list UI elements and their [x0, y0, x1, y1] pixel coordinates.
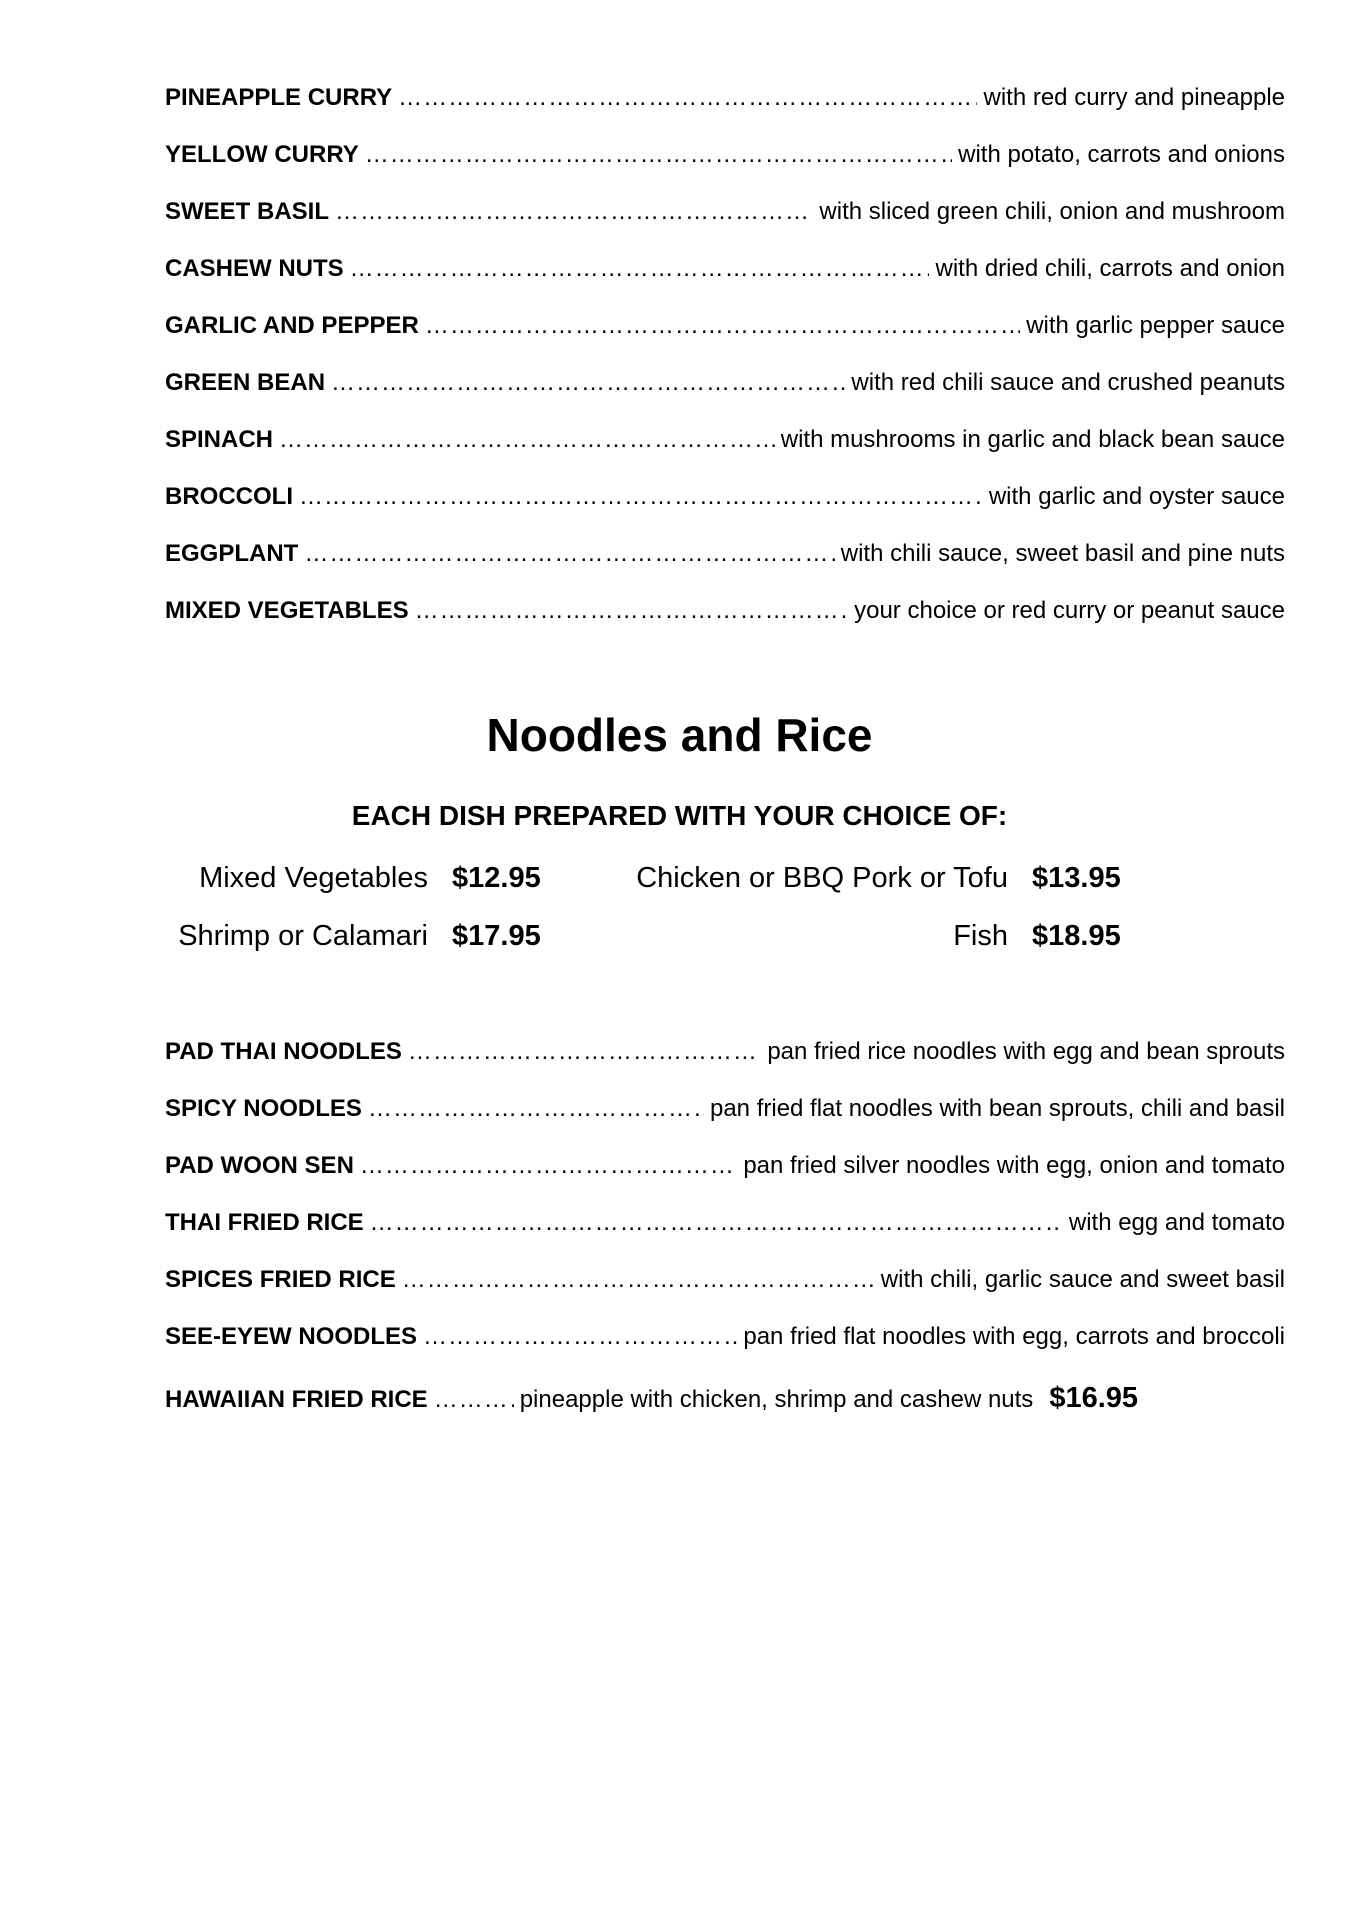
item-description: pan fried rice noodles with egg and bean sprouts [767, 1038, 1285, 1065]
menu-item [165, 1323, 1285, 1359]
dot-leader [368, 1095, 704, 1123]
item-name: GREEN BEAN [165, 369, 326, 396]
item-name: SPICY NOODLES [165, 1095, 362, 1122]
item-description: with red chili sauce and crushed peanuts [851, 369, 1285, 396]
item-description: with mushrooms in garlic and black bean sauce [780, 426, 1285, 453]
menu-item [165, 84, 1285, 120]
item-name: SPINACH [165, 426, 274, 453]
dot-leader [304, 540, 834, 568]
dot-leader [279, 426, 775, 454]
menu-item [165, 1209, 1285, 1245]
choice-option [600, 862, 1121, 902]
dot-leader [408, 1038, 761, 1066]
item-name: PINEAPPLE CURRY [165, 84, 393, 111]
choice-label: Mixed Vegetables [199, 862, 428, 894]
item-description: pan fried silver noodles with egg, onion and tomato [743, 1152, 1285, 1179]
special-menu-item [165, 1382, 1165, 1418]
choice-option [600, 920, 1121, 960]
choice-option [150, 920, 541, 960]
dot-leader [370, 1209, 1063, 1237]
item-description: your choice or red curry or peanut sauce [854, 597, 1285, 624]
item-description: with sliced green chili, onion and mushroom [819, 198, 1285, 225]
menu-item [165, 1095, 1285, 1131]
choice-price: $17.95 [452, 920, 541, 952]
dot-leader [331, 369, 845, 397]
item-description: with garlic and oyster sauce [988, 483, 1285, 510]
menu-item [165, 597, 1285, 633]
choice-label: Shrimp or Calamari [178, 920, 428, 952]
item-name: MIXED VEGETABLES [165, 597, 409, 624]
dot-leader [365, 141, 952, 169]
item-name: HAWAIIAN FRIED RICE [165, 1386, 428, 1413]
dot-leader [425, 312, 1020, 340]
dot-leader [423, 1323, 737, 1351]
item-name: YELLOW CURRY [165, 141, 359, 168]
choice-price: $12.95 [452, 862, 541, 894]
menu-item [165, 141, 1285, 177]
item-description: pineapple with chicken, shrimp and cashew nuts [519, 1386, 1034, 1413]
item-name: SWEET BASIL [165, 198, 330, 225]
menu-item [165, 540, 1285, 576]
dot-leader [398, 84, 977, 112]
dot-leader [402, 1266, 875, 1294]
dot-leader [434, 1386, 514, 1414]
item-name: THAI FRIED RICE [165, 1209, 364, 1236]
item-name: PAD WOON SEN [165, 1152, 354, 1179]
item-description: with dried chili, carrots and onion [935, 255, 1285, 282]
menu-item [165, 369, 1285, 405]
choice-price: $18.95 [1032, 920, 1121, 952]
item-description: with egg and tomato [1068, 1209, 1285, 1236]
choice-price: $13.95 [1032, 862, 1121, 894]
item-description: pan fried flat noodles with egg, carrots and broccoli [743, 1323, 1285, 1350]
item-description: with chili, garlic sauce and sweet basil [880, 1266, 1285, 1293]
dot-leader [299, 483, 983, 511]
menu-item [165, 426, 1285, 462]
dot-leader [350, 255, 930, 283]
item-name: GARLIC AND PEPPER [165, 312, 419, 339]
choice-heading: EACH DISH PREPARED WITH YOUR CHOICE OF: [351, 800, 1008, 831]
section-title: Noodles and Rice [486, 709, 873, 761]
item-description: with potato, carrots and onions [958, 141, 1285, 168]
item-name: CASHEW NUTS [165, 255, 344, 282]
item-name: SPICES FRIED RICE [165, 1266, 396, 1293]
item-description: with garlic pepper sauce [1026, 312, 1285, 339]
dot-leader [335, 198, 813, 226]
item-name: SEE-EYEW NOODLES [165, 1323, 418, 1350]
dot-leader [360, 1152, 737, 1180]
choice-label: Chicken or BBQ Pork or Tofu [636, 862, 1008, 894]
item-name: BROCCOLI [165, 483, 293, 510]
item-name: PAD THAI NOODLES [165, 1038, 402, 1065]
menu-item [165, 255, 1285, 291]
dot-leader [415, 597, 849, 625]
menu-item [165, 483, 1285, 519]
menu-item [165, 312, 1285, 348]
menu-item [165, 198, 1285, 234]
choice-option [150, 862, 541, 902]
menu-item [165, 1152, 1285, 1188]
item-description: with chili sauce, sweet basil and pine nuts [840, 540, 1285, 567]
choice-label: Fish [953, 920, 1008, 952]
item-description: pan fried flat noodles with bean sprouts, chili and basil [709, 1095, 1285, 1122]
menu-item [165, 1266, 1285, 1302]
item-description: with red curry and pineapple [983, 84, 1285, 111]
item-price: $16.95 [1049, 1382, 1139, 1414]
item-name: EGGPLANT [165, 540, 299, 567]
menu-item [165, 1038, 1285, 1074]
